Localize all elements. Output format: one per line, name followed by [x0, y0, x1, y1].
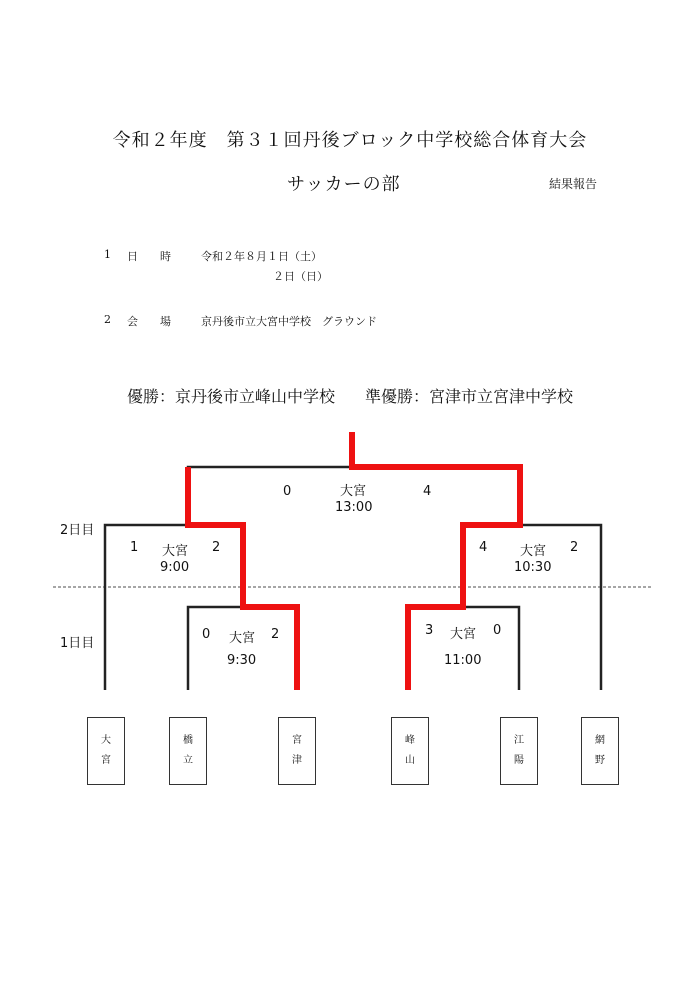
team-box-kitsuritsu: [169, 717, 207, 785]
event-subtitle: サッカーの部: [287, 174, 401, 195]
team-char: 網: [595, 735, 605, 746]
team-box-amino: [581, 717, 619, 785]
team-char: 大: [101, 735, 111, 746]
final-score-right: 4: [423, 484, 432, 499]
venue-value: 京丹後市立大宮中学校 グラウンド: [201, 315, 377, 328]
team-box-koyo: [500, 717, 538, 785]
qf-right-venue: 大宮: [450, 627, 477, 642]
qf-right-score-right: 0: [493, 623, 502, 638]
semi-right-score-right: 2: [570, 540, 579, 555]
qf-left-score-left: 0: [202, 627, 211, 642]
qf-left-score-right: 2: [271, 627, 280, 642]
date-label: 日 時: [127, 250, 171, 263]
date-number: 1: [104, 248, 111, 261]
semi-left-time: 9:00: [160, 560, 190, 575]
final-venue: 大宮: [340, 484, 367, 499]
date-value: 令和２年８月１日（土）: [201, 250, 322, 263]
semi-right-time: 10:30: [514, 560, 552, 575]
team-char: 野: [595, 755, 605, 766]
qf-left-time: 9:30: [227, 653, 257, 668]
qf-right-time: 11:00: [444, 653, 482, 668]
semi-right-score-left: 4: [479, 540, 488, 555]
semi-left-score-left: 1: [130, 540, 139, 555]
winner-path: [188, 432, 520, 690]
venue-label: 会 場: [127, 315, 171, 328]
team-box-miyazu: [278, 717, 316, 785]
venue-number: 2: [104, 313, 111, 326]
qf-left-venue: 大宮: [229, 631, 256, 646]
final-score-left: 0: [283, 484, 292, 499]
semi-left-venue: 大宮: [162, 544, 189, 559]
team-char: 立: [183, 755, 193, 766]
team-char: 山: [405, 755, 415, 766]
team-char: 橋: [183, 735, 193, 746]
qf-right-score-left: 3: [425, 623, 434, 638]
day2-label: 2日目: [60, 523, 95, 538]
team-char: 峰: [405, 735, 415, 746]
team-box-omiya: [87, 717, 125, 785]
report-label: 結果報告: [549, 177, 598, 191]
team-char: 宮: [292, 735, 302, 746]
team-char: 宮: [101, 755, 111, 766]
champion-text: 優勝：京丹後市立峰山中学校: [126, 387, 335, 406]
semi-right-venue: 大宮: [520, 544, 547, 559]
page-title: 令和２年度 第３１回丹後ブロック中学校総合体育大会: [112, 130, 588, 151]
team-char: 江: [514, 735, 524, 746]
team-char: 津: [292, 755, 302, 766]
team-char: 陽: [514, 755, 524, 766]
team-box-mineyama: [391, 717, 429, 785]
date-value-2: ２日（日）: [273, 270, 328, 283]
runner-up-text: 準優勝：宮津市立宮津中学校: [365, 387, 574, 406]
day1-label: 1日目: [60, 636, 95, 651]
final-time: 13:00: [335, 500, 373, 515]
semi-left-score-right: 2: [212, 540, 221, 555]
